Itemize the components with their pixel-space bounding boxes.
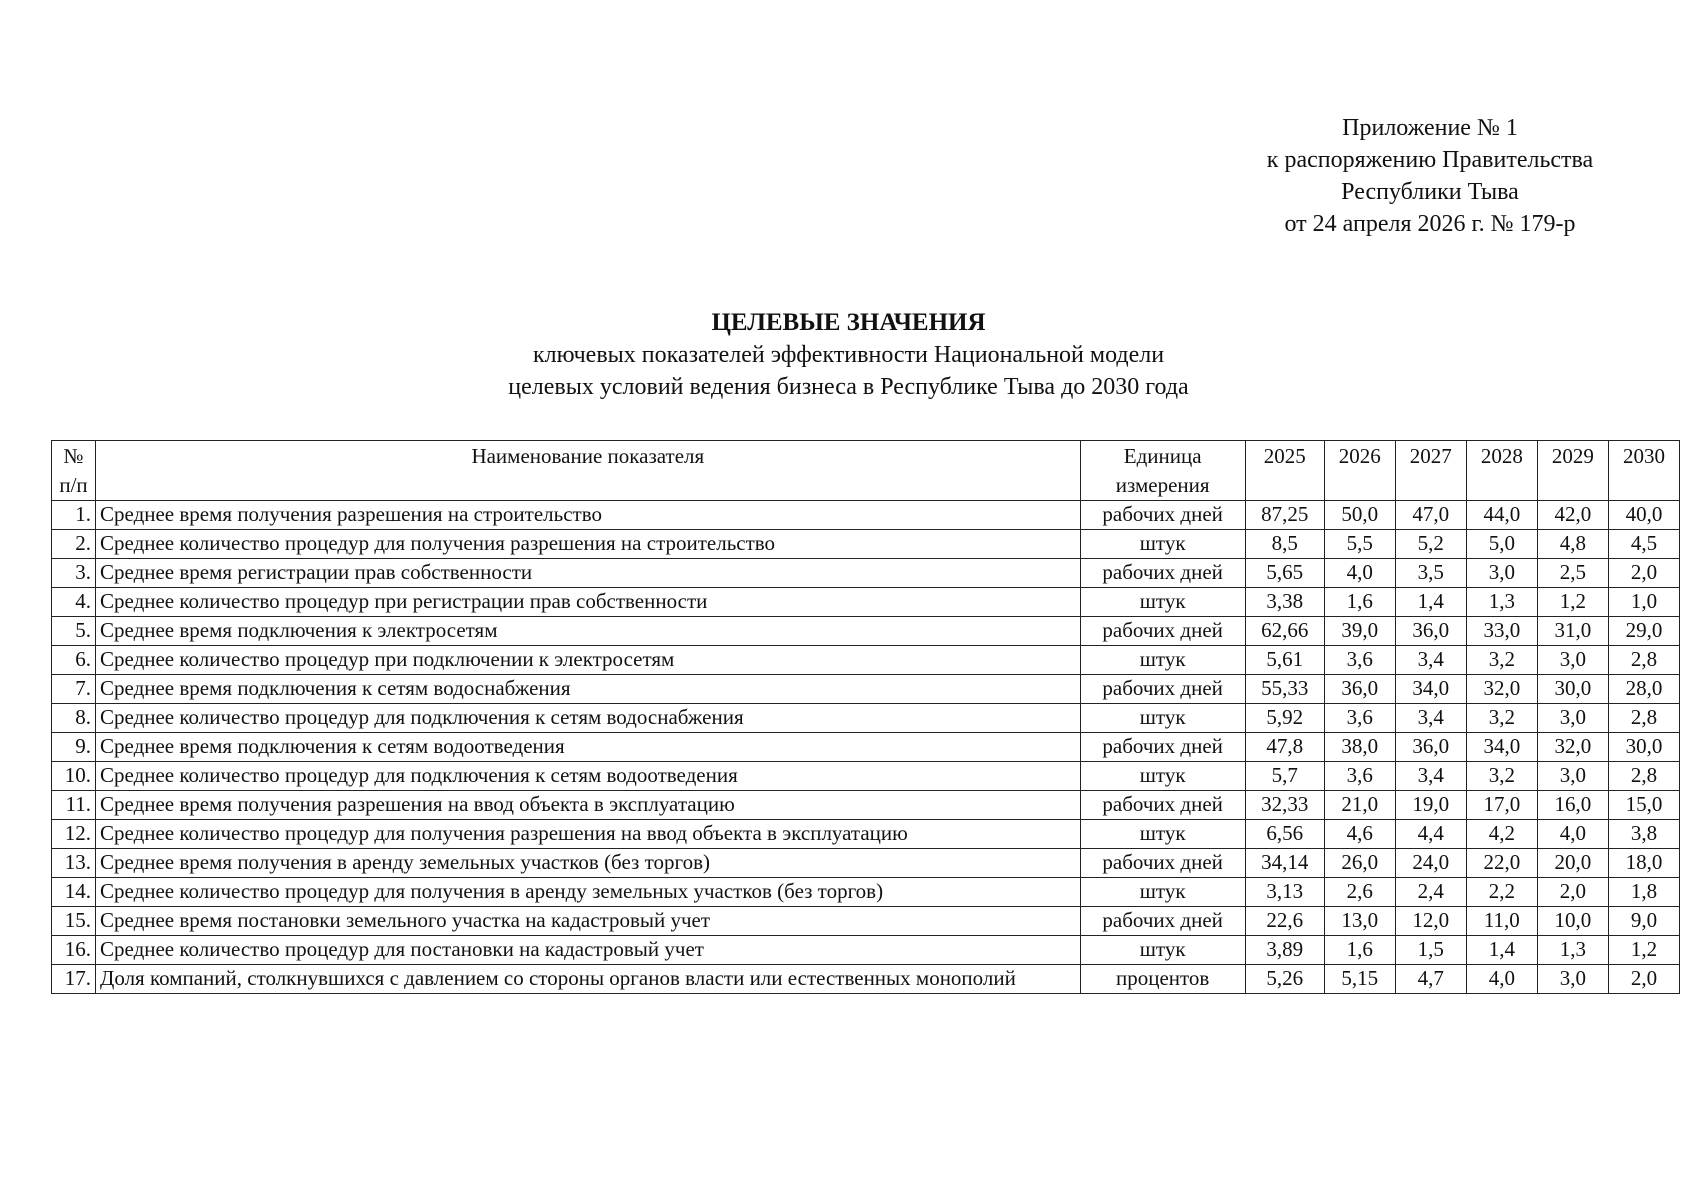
value-cell: 38,0 (1324, 733, 1395, 762)
value-cell: 40,0 (1608, 501, 1679, 530)
value-cell: 2,2 (1466, 878, 1537, 907)
value-cell: 2,5 (1537, 559, 1608, 588)
appendix-government: Республики Тыва (1341, 179, 1519, 205)
indicator-name: Среднее количество процедур для подключения к сетям водоотведения (96, 762, 1081, 791)
header-indicator-name: Наименование показателя (96, 441, 1081, 501)
table-row (52, 675, 1680, 704)
indicator-name: Среднее количество процедур при регистрации прав собственности (96, 588, 1081, 617)
value-cell: 42,0 (1537, 501, 1608, 530)
value-cell: 22,6 (1245, 907, 1324, 936)
unit-cell: рабочих дней (1080, 559, 1245, 588)
value-cell: 1,4 (1395, 588, 1466, 617)
unit-cell: штук (1080, 588, 1245, 617)
value-cell: 10,0 (1537, 907, 1608, 936)
value-cell: 1,3 (1466, 588, 1537, 617)
unit-cell: рабочих дней (1080, 907, 1245, 936)
indicator-name: Среднее время подключения к электросетям (96, 617, 1081, 646)
header-year: 2030 (1608, 441, 1679, 501)
value-cell: 39,0 (1324, 617, 1395, 646)
table-row (52, 617, 1680, 646)
value-cell: 36,0 (1395, 733, 1466, 762)
header-unit (1080, 441, 1245, 501)
indicator-name: Среднее количество процедур для постановки на кадастровый учет (96, 936, 1081, 965)
row-number: 5. (52, 617, 96, 646)
value-cell: 3,4 (1395, 762, 1466, 791)
table-row (52, 559, 1680, 588)
header-year: 2028 (1466, 441, 1537, 501)
table-row (52, 501, 1680, 530)
value-cell: 5,15 (1324, 965, 1395, 994)
value-cell: 2,4 (1395, 878, 1466, 907)
value-cell: 5,5 (1324, 530, 1395, 559)
header-number-line1: № (63, 444, 84, 468)
value-cell: 2,8 (1608, 646, 1679, 675)
value-cell: 3,8 (1608, 820, 1679, 849)
value-cell: 36,0 (1324, 675, 1395, 704)
header-number (52, 441, 96, 501)
appendix-reference: к распоряжению Правительства (1266, 147, 1594, 173)
value-cell: 1,6 (1324, 588, 1395, 617)
unit-cell: штук (1080, 530, 1245, 559)
indicator-name: Среднее количество процедур для получения разрешения на ввод объекта в эксплуатацию (96, 820, 1081, 849)
value-cell: 5,26 (1245, 965, 1324, 994)
value-cell: 3,0 (1466, 559, 1537, 588)
value-cell: 3,0 (1537, 704, 1608, 733)
value-cell: 55,33 (1245, 675, 1324, 704)
value-cell: 32,33 (1245, 791, 1324, 820)
row-number: 15. (52, 907, 96, 936)
unit-cell: рабочих дней (1080, 733, 1245, 762)
unit-cell: штук (1080, 936, 1245, 965)
value-cell: 5,2 (1395, 530, 1466, 559)
table-row (52, 965, 1680, 994)
value-cell: 4,0 (1537, 820, 1608, 849)
unit-cell: рабочих дней (1080, 791, 1245, 820)
header-year: 2025 (1245, 441, 1324, 501)
value-cell: 34,0 (1395, 675, 1466, 704)
value-cell: 3,4 (1395, 704, 1466, 733)
value-cell: 3,0 (1537, 762, 1608, 791)
value-cell: 1,5 (1395, 936, 1466, 965)
table-row (52, 762, 1680, 791)
value-cell: 24,0 (1395, 849, 1466, 878)
value-cell: 5,0 (1466, 530, 1537, 559)
unit-cell: рабочих дней (1080, 617, 1245, 646)
row-number: 3. (52, 559, 96, 588)
value-cell: 1,4 (1466, 936, 1537, 965)
value-cell: 4,5 (1608, 530, 1679, 559)
unit-cell: штук (1080, 704, 1245, 733)
value-cell: 19,0 (1395, 791, 1466, 820)
row-number: 7. (52, 675, 96, 704)
document-heading (0, 307, 1697, 403)
value-cell: 15,0 (1608, 791, 1679, 820)
value-cell: 4,6 (1324, 820, 1395, 849)
value-cell: 1,6 (1324, 936, 1395, 965)
table-row (52, 733, 1680, 762)
value-cell: 32,0 (1466, 675, 1537, 704)
header-year: 2026 (1324, 441, 1395, 501)
value-cell: 50,0 (1324, 501, 1395, 530)
header-number-line2: п/п (59, 473, 88, 497)
value-cell: 6,56 (1245, 820, 1324, 849)
table-body (52, 501, 1680, 994)
table-row (52, 936, 1680, 965)
value-cell: 3,6 (1324, 646, 1395, 675)
row-number: 17. (52, 965, 96, 994)
row-number: 11. (52, 791, 96, 820)
indicator-name: Среднее количество процедур для получения разрешения на строительство (96, 530, 1081, 559)
row-number: 2. (52, 530, 96, 559)
value-cell: 3,13 (1245, 878, 1324, 907)
value-cell: 3,2 (1466, 704, 1537, 733)
unit-cell: штук (1080, 878, 1245, 907)
unit-cell: рабочих дней (1080, 501, 1245, 530)
value-cell: 3,0 (1537, 646, 1608, 675)
value-cell: 33,0 (1466, 617, 1537, 646)
table-row (52, 849, 1680, 878)
value-cell: 2,0 (1537, 878, 1608, 907)
indicator-name: Среднее количество процедур при подключении к электросетям (96, 646, 1081, 675)
value-cell: 4,8 (1537, 530, 1608, 559)
value-cell: 3,5 (1395, 559, 1466, 588)
value-cell: 26,0 (1324, 849, 1395, 878)
unit-cell: рабочих дней (1080, 675, 1245, 704)
indicator-name: Среднее время подключения к сетям водоснабжения (96, 675, 1081, 704)
value-cell: 3,2 (1466, 762, 1537, 791)
indicator-name: Среднее количество процедур для подключения к сетям водоснабжения (96, 704, 1081, 733)
value-cell: 2,8 (1608, 762, 1679, 791)
value-cell: 36,0 (1395, 617, 1466, 646)
header-unit-line1: Единица (1123, 444, 1202, 468)
value-cell: 1,2 (1537, 588, 1608, 617)
value-cell: 2,6 (1324, 878, 1395, 907)
value-cell: 34,0 (1466, 733, 1537, 762)
value-cell: 9,0 (1608, 907, 1679, 936)
table-row (52, 791, 1680, 820)
value-cell: 87,25 (1245, 501, 1324, 530)
value-cell: 4,4 (1395, 820, 1466, 849)
header-year: 2029 (1537, 441, 1608, 501)
kpi-table (51, 440, 1680, 994)
value-cell: 4,2 (1466, 820, 1537, 849)
indicator-name: Среднее время получения разрешения на ввод объекта в эксплуатацию (96, 791, 1081, 820)
value-cell: 30,0 (1537, 675, 1608, 704)
value-cell: 17,0 (1466, 791, 1537, 820)
value-cell: 31,0 (1537, 617, 1608, 646)
table-row (52, 820, 1680, 849)
value-cell: 44,0 (1466, 501, 1537, 530)
appendix-block (1200, 112, 1660, 240)
indicator-name: Среднее время постановки земельного участка на кадастровый учет (96, 907, 1081, 936)
indicator-name: Среднее время подключения к сетям водоотведения (96, 733, 1081, 762)
value-cell: 3,89 (1245, 936, 1324, 965)
unit-cell: процентов (1080, 965, 1245, 994)
value-cell: 3,38 (1245, 588, 1324, 617)
value-cell: 18,0 (1608, 849, 1679, 878)
value-cell: 47,8 (1245, 733, 1324, 762)
value-cell: 4,7 (1395, 965, 1466, 994)
value-cell: 16,0 (1537, 791, 1608, 820)
value-cell: 20,0 (1537, 849, 1608, 878)
row-number: 16. (52, 936, 96, 965)
value-cell: 4,0 (1466, 965, 1537, 994)
table-row (52, 907, 1680, 936)
table-row (52, 646, 1680, 675)
row-number: 10. (52, 762, 96, 791)
row-number: 4. (52, 588, 96, 617)
unit-cell: штук (1080, 820, 1245, 849)
value-cell: 3,2 (1466, 646, 1537, 675)
value-cell: 30,0 (1608, 733, 1679, 762)
appendix-date: от 24 апреля 2026 г. № 179-р (1284, 211, 1576, 237)
value-cell: 62,66 (1245, 617, 1324, 646)
value-cell: 21,0 (1324, 791, 1395, 820)
value-cell: 34,14 (1245, 849, 1324, 878)
value-cell: 11,0 (1466, 907, 1537, 936)
row-number: 8. (52, 704, 96, 733)
table-row (52, 530, 1680, 559)
row-number: 6. (52, 646, 96, 675)
value-cell: 1,2 (1608, 936, 1679, 965)
unit-cell: штук (1080, 762, 1245, 791)
table-row (52, 704, 1680, 733)
row-number: 14. (52, 878, 96, 907)
table-row (52, 588, 1680, 617)
value-cell: 22,0 (1466, 849, 1537, 878)
header-year: 2027 (1395, 441, 1466, 501)
value-cell: 1,0 (1608, 588, 1679, 617)
value-cell: 3,0 (1537, 965, 1608, 994)
value-cell: 12,0 (1395, 907, 1466, 936)
value-cell: 5,61 (1245, 646, 1324, 675)
value-cell: 2,0 (1608, 559, 1679, 588)
document-subtitle-line1: ключевых показателей эффективности Национальной модели (532, 342, 1165, 368)
row-number: 13. (52, 849, 96, 878)
value-cell: 5,92 (1245, 704, 1324, 733)
indicator-name: Среднее время получения разрешения на строительство (96, 501, 1081, 530)
value-cell: 13,0 (1324, 907, 1395, 936)
value-cell: 3,6 (1324, 762, 1395, 791)
value-cell: 1,3 (1537, 936, 1608, 965)
row-number: 1. (52, 501, 96, 530)
document-title: ЦЕЛЕВЫЕ ЗНАЧЕНИЯ (711, 309, 986, 336)
value-cell: 5,65 (1245, 559, 1324, 588)
indicator-name: Среднее время регистрации прав собственности (96, 559, 1081, 588)
value-cell: 4,0 (1324, 559, 1395, 588)
indicator-name: Среднее количество процедур для получения в аренду земельных участков (без торгов) (96, 878, 1081, 907)
document-subtitle-line2: целевых условий ведения бизнеса в Республике Тыва до 2030 года (508, 374, 1189, 400)
table-header-row (52, 441, 1680, 501)
value-cell: 32,0 (1537, 733, 1608, 762)
indicator-name: Среднее время получения в аренду земельных участков (без торгов) (96, 849, 1081, 878)
value-cell: 5,7 (1245, 762, 1324, 791)
value-cell: 8,5 (1245, 530, 1324, 559)
value-cell: 2,8 (1608, 704, 1679, 733)
row-number: 12. (52, 820, 96, 849)
header-unit-line2: измерения (1115, 473, 1210, 497)
value-cell: 28,0 (1608, 675, 1679, 704)
value-cell: 3,4 (1395, 646, 1466, 675)
unit-cell: рабочих дней (1080, 849, 1245, 878)
value-cell: 3,6 (1324, 704, 1395, 733)
unit-cell: штук (1080, 646, 1245, 675)
value-cell: 2,0 (1608, 965, 1679, 994)
indicator-name: Доля компаний, столкнувшихся с давлением со стороны органов власти или естественных монополий (96, 965, 1081, 994)
row-number: 9. (52, 733, 96, 762)
value-cell: 1,8 (1608, 878, 1679, 907)
value-cell: 29,0 (1608, 617, 1679, 646)
appendix-number: Приложение № 1 (1342, 115, 1518, 141)
value-cell: 47,0 (1395, 501, 1466, 530)
table-row (52, 878, 1680, 907)
